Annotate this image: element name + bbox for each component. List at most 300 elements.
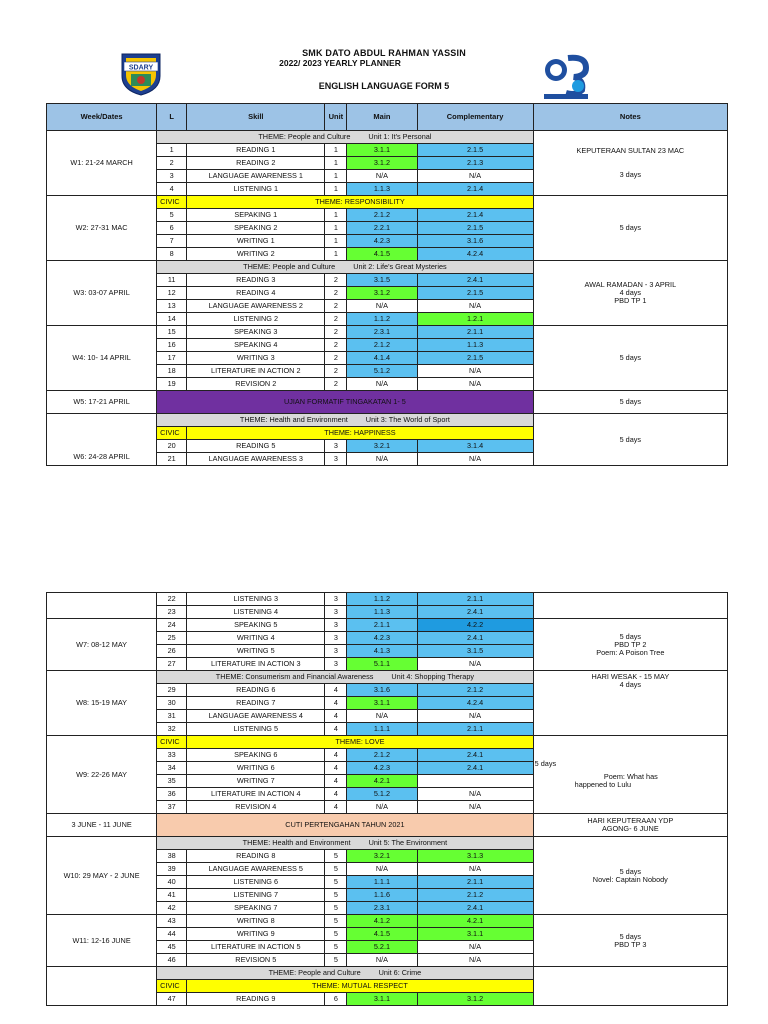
unit-cell: 5: [325, 915, 347, 928]
skill-cell: REVISION 5: [187, 954, 325, 967]
unit-cell: 1: [325, 183, 347, 196]
subject-title: ENGLISH LANGUAGE FORM 5: [318, 81, 450, 91]
week-cell: W8: 15-19 MAY: [47, 671, 157, 736]
comp-cell: 2.4.1: [417, 274, 533, 287]
skill-cell: SPEAKING 3: [187, 326, 325, 339]
main-cell: 3.2.1: [347, 850, 417, 863]
week-cell: W7: 08-12 MAY: [47, 619, 157, 671]
notes-cell: 5 days: [533, 414, 727, 466]
unit-cell: 4: [325, 697, 347, 710]
planner-table-page-1: [46, 103, 728, 466]
skill-cell: SPEAKING 5: [187, 619, 325, 632]
week-cell: W3: 03-07 APRIL: [47, 261, 157, 326]
theme-row: [47, 837, 728, 850]
exam-row: [47, 391, 728, 414]
main-cell: 1.1.6: [347, 889, 417, 902]
note-line: 3 days: [619, 170, 642, 179]
skill-cell: SPEAKING 6: [187, 749, 325, 762]
note-line: Poem: A Poison Tree: [596, 647, 665, 657]
unit-cell: 4: [325, 710, 347, 723]
main-cell: 3.1.1: [347, 144, 417, 157]
theme-banner: [157, 837, 534, 850]
unit-cell: 3: [325, 606, 347, 619]
skill-cell: READING 3: [187, 274, 325, 287]
table-row: [47, 326, 728, 339]
comp-cell: 2.1.3: [417, 157, 533, 170]
lesson-cell: 34: [157, 762, 187, 775]
note-line: 4 days: [619, 288, 642, 297]
main-cell: 1.1.2: [347, 313, 417, 326]
comp-cell: N/A: [417, 710, 533, 723]
unit-cell: 1: [325, 248, 347, 261]
main-cell: 3.2.1: [347, 440, 417, 453]
unit-cell: 2: [325, 378, 347, 391]
week-cell: W11: 12-16 JUNE: [47, 915, 157, 967]
theme-name: THEME: Health and Environment: [239, 415, 348, 424]
note-line: 5 days: [619, 866, 642, 876]
comp-cell: N/A: [417, 378, 533, 391]
lesson-cell: 40: [157, 876, 187, 889]
lesson-cell: 26: [157, 645, 187, 658]
main-cell: 4.2.1: [347, 775, 417, 788]
skill-cell: WRITING 9: [187, 928, 325, 941]
school-name: SMK DATO ABDUL RAHMAN YASSIN: [302, 48, 466, 58]
main-cell: N/A: [347, 954, 417, 967]
main-cell: 2.3.1: [347, 326, 417, 339]
skill-cell: LANGUAGE AWARENESS 3: [187, 453, 325, 466]
skill-cell: LISTENING 4: [187, 606, 325, 619]
unit-cell: 5: [325, 863, 347, 876]
note-line: AWAL RAMADAN - 3 APRIL: [584, 280, 677, 289]
unit-name: Unit 6: Crime: [378, 968, 422, 977]
skill-cell: READING 6: [187, 684, 325, 697]
skill-cell: READING 4: [187, 287, 325, 300]
note-line: PBD TP 3: [614, 939, 647, 949]
main-cell: 5.1.2: [347, 788, 417, 801]
main-cell: 3.1.5: [347, 274, 417, 287]
theme-name: THEME: People and Culture: [243, 262, 336, 271]
skill-cell: WRITING 8: [187, 915, 325, 928]
week-cell: W9: 22-26 MAY: [47, 736, 157, 814]
comp-cell: 3.1.4: [417, 440, 533, 453]
main-cell: 2.3.1: [347, 902, 417, 915]
lesson-cell: 18: [157, 365, 187, 378]
lesson-cell: 11: [157, 274, 187, 287]
week-cell: 3 JUNE - 11 JUNE: [47, 814, 157, 837]
table-row: [47, 915, 728, 928]
notes-cell: [533, 967, 727, 1006]
main-cell: N/A: [347, 453, 417, 466]
unit-name: Unit 5: The Environment: [368, 838, 448, 847]
note-line: AGONG- 6 JUNE: [601, 824, 659, 833]
theme-row: [47, 261, 728, 274]
logo-text: SDARY: [128, 64, 154, 72]
comp-cell: 1.2.1: [417, 313, 533, 326]
theme-banner: [157, 671, 534, 684]
comp-cell: N/A: [417, 453, 533, 466]
unit-cell: 5: [325, 902, 347, 915]
unit-cell: 3: [325, 440, 347, 453]
unit-cell: 3: [325, 619, 347, 632]
main-cell: 3.1.2: [347, 157, 417, 170]
table-row: [47, 619, 728, 632]
lesson-cell: 27: [157, 658, 187, 671]
unit-cell: 4: [325, 788, 347, 801]
unit-cell: 2: [325, 274, 347, 287]
notes-cell: [533, 671, 727, 736]
main-cell: 1.1.1: [347, 876, 417, 889]
unit-cell: 2: [325, 339, 347, 352]
notes-cell: 5 days: [533, 196, 727, 261]
lesson-cell: 36: [157, 788, 187, 801]
week-cell: W2: 27-31 MAC: [47, 196, 157, 261]
lesson-cell: 38: [157, 850, 187, 863]
lesson-cell: 46: [157, 954, 187, 967]
unit-cell: 3: [325, 593, 347, 606]
lesson-cell: 5: [157, 209, 187, 222]
skill-cell: LANGUAGE AWARENESS 5: [187, 863, 325, 876]
unit-cell: 4: [325, 684, 347, 697]
col-unit: Unit: [325, 104, 347, 131]
theme-row: [47, 131, 728, 144]
comp-cell: 2.1.5: [417, 352, 533, 365]
lesson-cell: 22: [157, 593, 187, 606]
lesson-cell: 31: [157, 710, 187, 723]
note-line: 5 days: [619, 931, 642, 941]
lesson-cell: 16: [157, 339, 187, 352]
comp-cell: 2.1.5: [417, 144, 533, 157]
skill-cell: READING 7: [187, 697, 325, 710]
unit-cell: 4: [325, 801, 347, 814]
unit-name: Unit 2: Life's Great Mysteries: [353, 262, 447, 271]
skill-cell: LITERATURE IN ACTION 3: [187, 658, 325, 671]
break-row: [47, 814, 728, 837]
main-cell: 4.1.2: [347, 915, 417, 928]
comp-cell: N/A: [417, 954, 533, 967]
unit-cell: 5: [325, 850, 347, 863]
unit-cell: 1: [325, 157, 347, 170]
notes-cell: 5 days: [533, 391, 727, 414]
skill-cell: WRITING 1: [187, 235, 325, 248]
unit-cell: 3: [325, 632, 347, 645]
comp-cell: 4.2.1: [417, 915, 533, 928]
break-banner: CUTI PERTENGAHAN TAHUN 2021: [157, 814, 534, 837]
note-line: 4 days: [619, 680, 642, 689]
theme-banner: [157, 967, 534, 980]
comp-cell: N/A: [417, 801, 533, 814]
main-cell: 4.1.4: [347, 352, 417, 365]
lesson-cell: 20: [157, 440, 187, 453]
lesson-cell: 33: [157, 749, 187, 762]
comp-cell: N/A: [417, 863, 533, 876]
lesson-cell: 41: [157, 889, 187, 902]
skill-cell: READING 9: [187, 993, 325, 1006]
unit-cell: 5: [325, 928, 347, 941]
unit-cell: 4: [325, 723, 347, 736]
lesson-cell: 47: [157, 993, 187, 1006]
unit-cell: 4: [325, 775, 347, 788]
lesson-cell: 44: [157, 928, 187, 941]
comp-cell: 2.4.1: [417, 632, 533, 645]
lesson-cell: 35: [157, 775, 187, 788]
main-cell: 3.1.2: [347, 287, 417, 300]
comp-cell: 2.1.1: [417, 876, 533, 889]
comp-cell: 2.4.1: [417, 762, 533, 775]
civic-label: CIVIC: [157, 736, 187, 749]
main-cell: N/A: [347, 863, 417, 876]
main-cell: 4.2.3: [347, 235, 417, 248]
comp-cell: 2.1.1: [417, 593, 533, 606]
unit-cell: 3: [325, 645, 347, 658]
skill-cell: LISTENING 6: [187, 876, 325, 889]
notes-cell: [533, 837, 727, 915]
unit-cell: 2: [325, 287, 347, 300]
skill-cell: WRITING 6: [187, 762, 325, 775]
week-cell: [47, 593, 157, 619]
unit-cell: 1: [325, 222, 347, 235]
comp-cell: N/A: [417, 300, 533, 313]
notes-cell: [533, 915, 727, 967]
theme-row: [47, 967, 728, 980]
exam-banner: UJIAN FORMATIF TINGAKATAN 1- 5: [157, 391, 534, 414]
col-complementary: Complementary: [417, 104, 533, 131]
main-cell: N/A: [347, 300, 417, 313]
skill-cell: LISTENING 5: [187, 723, 325, 736]
lesson-cell: 19: [157, 378, 187, 391]
theme-banner: [157, 131, 534, 144]
unit-cell: 6: [325, 993, 347, 1006]
planner-year: 2022/ 2023 YEARLY PLANNER: [279, 58, 401, 68]
unit-cell: 2: [325, 313, 347, 326]
comp-cell: 2.1.4: [417, 209, 533, 222]
note-line: Poem: What has: [603, 772, 658, 781]
theme-name: THEME: Health and Environment: [242, 838, 351, 847]
unit-cell: 5: [325, 889, 347, 902]
week-cell: W5: 17-21 APRIL: [47, 391, 157, 414]
comp-cell: 2.4.1: [417, 749, 533, 762]
main-cell: 5.1.1: [347, 658, 417, 671]
lesson-cell: 29: [157, 684, 187, 697]
unit-cell: 1: [325, 235, 347, 248]
comp-cell: 3.1.5: [417, 645, 533, 658]
skill-cell: LISTENING 7: [187, 889, 325, 902]
note-line: HARI WESAK - 15 MAY: [591, 672, 670, 681]
unit-cell: 2: [325, 365, 347, 378]
week-cell: W4: 10- 14 APRIL: [47, 326, 157, 391]
planner-page-1: [0, 0, 768, 482]
lesson-cell: 8: [157, 248, 187, 261]
main-cell: N/A: [347, 170, 417, 183]
comp-cell: 4.2.4: [417, 248, 533, 261]
planner-page-2: [0, 592, 768, 1024]
main-cell: 2.1.2: [347, 749, 417, 762]
unit-cell: 5: [325, 876, 347, 889]
note-line: PBD TP 1: [614, 296, 647, 305]
skill-cell: LITERATURE IN ACTION 5: [187, 941, 325, 954]
lesson-cell: 12: [157, 287, 187, 300]
comp-cell: 4.2.2: [417, 619, 533, 632]
col-notes: Notes: [533, 104, 727, 131]
skill-cell: REVISION 2: [187, 378, 325, 391]
theme-name: THEME: People and Culture: [258, 132, 351, 141]
note-line: happened to Lulu: [574, 780, 632, 789]
week-cell: W10: 29 MAY - 2 JUNE: [47, 837, 157, 915]
main-cell: 3.1.1: [347, 993, 417, 1006]
comp-cell: 3.1.1: [417, 928, 533, 941]
skill-cell: LITERATURE IN ACTION 2: [187, 365, 325, 378]
theme-row: [47, 414, 728, 427]
skill-cell: WRITING 2: [187, 248, 325, 261]
main-cell: 4.1.5: [347, 928, 417, 941]
skill-cell: READING 5: [187, 440, 325, 453]
civic-label: CIVIC: [157, 196, 187, 209]
theme-name: THEME: Consumerism and Financial Awareness: [215, 672, 374, 681]
lesson-cell: 43: [157, 915, 187, 928]
notes-cell: [533, 131, 727, 196]
skill-cell: LITERATURE IN ACTION 4: [187, 788, 325, 801]
unit-cell: 2: [325, 300, 347, 313]
notes-cell: [533, 593, 727, 619]
skill-cell: LISTENING 3: [187, 593, 325, 606]
note-line: Novel: Captain Nobody: [592, 874, 668, 884]
skill-cell: LANGUAGE AWARENESS 2: [187, 300, 325, 313]
main-cell: N/A: [347, 378, 417, 391]
comp-cell: 2.1.2: [417, 889, 533, 902]
lesson-cell: 17: [157, 352, 187, 365]
comp-cell: 2.4.1: [417, 606, 533, 619]
lesson-cell: 23: [157, 606, 187, 619]
main-cell: 1.1.1: [347, 723, 417, 736]
comp-cell: 3.1.3: [417, 850, 533, 863]
notes-cell: 5 days: [533, 326, 727, 391]
lesson-cell: 45: [157, 941, 187, 954]
table-header-row: [47, 104, 728, 131]
civic-theme: THEME: LOVE: [187, 736, 533, 749]
skill-cell: WRITING 5: [187, 645, 325, 658]
comp-cell: 2.4.1: [417, 902, 533, 915]
main-cell: 4.1.5: [347, 248, 417, 261]
main-cell: 4.2.3: [347, 632, 417, 645]
note-line: 5 days: [534, 759, 557, 768]
col-skill: Skill: [187, 104, 325, 131]
skill-cell: LANGUAGE AWARENESS 1: [187, 170, 325, 183]
notes-cell: [533, 814, 727, 837]
unit-cell: 4: [325, 749, 347, 762]
civic-label: CIVIC: [157, 427, 187, 440]
lesson-cell: 21: [157, 453, 187, 466]
theme-name: THEME: People and Culture: [268, 968, 361, 977]
notes-cell: [533, 261, 727, 326]
civic-label: CIVIC: [157, 980, 187, 993]
comp-cell: 2.1.1: [417, 723, 533, 736]
lesson-cell: 37: [157, 801, 187, 814]
unit-cell: 1: [325, 209, 347, 222]
civic-row: [47, 196, 728, 209]
unit-cell: 1: [325, 170, 347, 183]
main-cell: 3.1.6: [347, 684, 417, 697]
lesson-cell: 14: [157, 313, 187, 326]
col-lesson: L: [157, 104, 187, 131]
main-cell: 2.2.1: [347, 222, 417, 235]
note-line: HARI KEPUTERAAN YDP: [587, 816, 674, 825]
comp-cell: 2.1.4: [417, 183, 533, 196]
comp-cell: 2.1.5: [417, 287, 533, 300]
unit-cell: 3: [325, 453, 347, 466]
week-cell: W6: 24-28 APRIL: [47, 414, 157, 466]
col-week: Week/Dates: [47, 104, 157, 131]
col-main: Main: [347, 104, 417, 131]
comp-cell: 2.1.2: [417, 684, 533, 697]
skill-cell: SPEAKING 4: [187, 339, 325, 352]
main-cell: 1.1.2: [347, 593, 417, 606]
skill-cell: READING 1: [187, 144, 325, 157]
main-cell: 2.1.1: [347, 619, 417, 632]
lesson-cell: 2: [157, 157, 187, 170]
lesson-cell: 13: [157, 300, 187, 313]
lesson-cell: 1: [157, 144, 187, 157]
comp-cell: 2.1.1: [417, 326, 533, 339]
lesson-cell: 30: [157, 697, 187, 710]
skill-cell: WRITING 4: [187, 632, 325, 645]
main-cell: N/A: [347, 801, 417, 814]
civic-theme: THEME: HAPPINESS: [187, 427, 533, 440]
note-line: 5 days: [619, 631, 642, 641]
lesson-cell: 42: [157, 902, 187, 915]
unit-cell: 2: [325, 326, 347, 339]
comp-cell: N/A: [417, 941, 533, 954]
week-cell: W1: 21-24 MARCH: [47, 131, 157, 196]
lesson-cell: 15: [157, 326, 187, 339]
week-cell: [47, 967, 157, 1006]
main-cell: 4.2.3: [347, 762, 417, 775]
notes-cell: [533, 736, 727, 814]
skill-cell: SPEAKING 2: [187, 222, 325, 235]
main-cell: 4.1.3: [347, 645, 417, 658]
skill-cell: LANGUAGE AWARENESS 4: [187, 710, 325, 723]
theme-banner: [157, 414, 534, 427]
comp-cell: 4.2.4: [417, 697, 533, 710]
skill-cell: SEPAKING 1: [187, 209, 325, 222]
unit-cell: 2: [325, 352, 347, 365]
lesson-cell: 3: [157, 170, 187, 183]
civic-theme: THEME: MUTUAL RESPECT: [187, 980, 533, 993]
lesson-cell: 25: [157, 632, 187, 645]
theme-row: [47, 671, 728, 684]
note-line: PBD TP 2: [614, 639, 647, 649]
table-row: [47, 593, 728, 606]
comp-cell: 1.1.3: [417, 339, 533, 352]
main-cell: 5.1.2: [347, 365, 417, 378]
main-cell: 1.1.3: [347, 606, 417, 619]
comp-cell: 3.1.6: [417, 235, 533, 248]
unit-cell: 3: [325, 658, 347, 671]
planner-table-page-2: [46, 592, 728, 1006]
comp-cell: N/A: [417, 170, 533, 183]
theme-banner: [157, 261, 534, 274]
skill-cell: REVISION 4: [187, 801, 325, 814]
main-cell: N/A: [347, 710, 417, 723]
lesson-cell: 32: [157, 723, 187, 736]
note-line: KEPUTERAAN SULTAN 23 MAC: [576, 146, 685, 155]
lesson-cell: 7: [157, 235, 187, 248]
lesson-cell: 39: [157, 863, 187, 876]
unit-name: Unit 1: It's Personal: [368, 132, 432, 141]
skill-cell: SPEAKING 7: [187, 902, 325, 915]
comp-cell: N/A: [417, 365, 533, 378]
skill-cell: WRITING 7: [187, 775, 325, 788]
comp-cell: N/A: [417, 658, 533, 671]
skill-cell: READING 8: [187, 850, 325, 863]
